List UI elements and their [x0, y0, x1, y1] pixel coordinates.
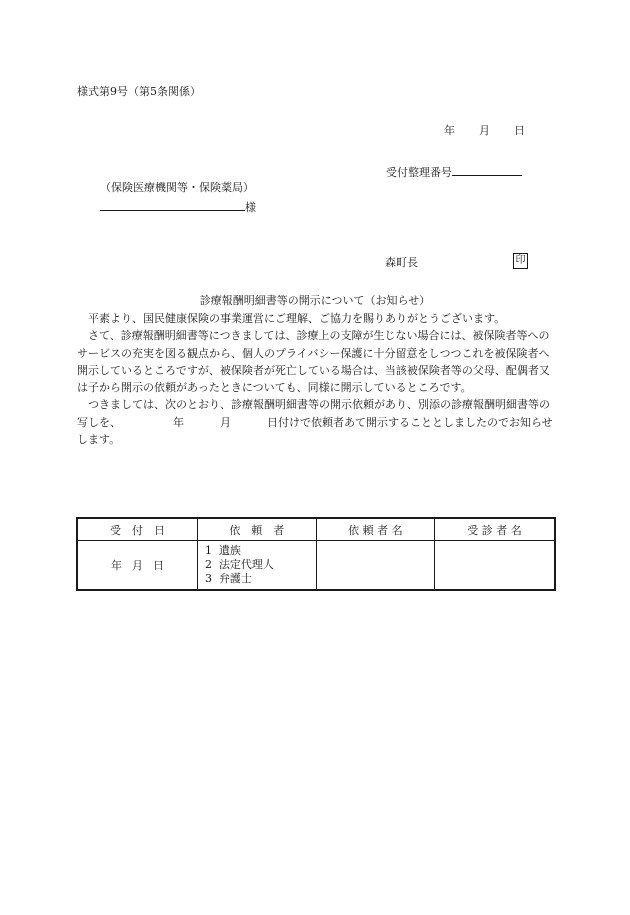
notice-body — [77, 310, 553, 448]
cell-month-label: 月 — [131, 559, 143, 572]
body-paragraph-2: さて、診療報酬明細書等につきましては、診療上の支障が生じない場合には、被保険者等へのサービスの充実を図る観点から、個人のプライバシー保護に十分留意をしつつこれを被保険者へ開示しているところですが、被保険者が死亡している場合は、当該被保険者等の父母、配偶者又は子から開示の依頼があったときについても、同様に開示しているところです。 — [77, 329, 550, 395]
date-day-label: 日 — [514, 124, 525, 137]
institution-label: （保険医療機関等・保険薬局） — [100, 181, 254, 194]
addressee — [100, 199, 256, 215]
body-paragraph-1: 平素より、国民健康保険の事業運営にご理解、ご協力を賜りありがとうございます。 — [88, 312, 506, 325]
addressee-name-field[interactable] — [100, 199, 245, 211]
seal-mark: 印 — [513, 253, 528, 269]
table-header-row — [77, 518, 555, 541]
header-reception-date: 受 付 日 — [77, 518, 197, 541]
header-patient-name: 受 診 者 名 — [435, 518, 555, 541]
body-paragraph-3-end: 日付けで依頼者あて開示することとしましたのでお知らせします。 — [77, 415, 553, 447]
table-row — [77, 541, 555, 591]
reception-date-cell[interactable] — [77, 541, 197, 591]
document-date — [444, 124, 525, 138]
patient-name-cell[interactable] — [435, 541, 555, 591]
reception-number-field[interactable] — [452, 164, 522, 176]
requester-type-cell[interactable] — [197, 541, 316, 591]
date-year-label: 年 — [444, 124, 455, 137]
requester-option-2[interactable]: 2 法定代理人 — [204, 558, 274, 571]
request-table — [76, 517, 556, 591]
reception-number — [386, 164, 522, 180]
cell-year-label: 年 — [110, 559, 122, 572]
form-number: 様式第9号（第5条関係） — [77, 85, 201, 98]
date-month-label: 月 — [479, 124, 490, 137]
header-requester: 依 頼 者 — [197, 518, 316, 541]
requester-option-3[interactable]: 3 弁護士 — [204, 572, 252, 585]
issuer-name: 森町長 — [385, 256, 418, 269]
requester-option-1[interactable]: 1 遺族 — [204, 544, 241, 557]
addressee-suffix: 様 — [245, 201, 256, 214]
body-paragraph-3 — [77, 396, 553, 448]
body-paragraph-3-start: つきましては、次のとおり、診療報酬明細書等の開示依頼があり、別添の診療報酬明細書等の写しを、 — [77, 398, 550, 429]
disclosure-year-label: 年 — [173, 415, 184, 429]
cell-day-label: 日 — [152, 559, 164, 572]
reception-number-label: 受付整理番号 — [386, 166, 452, 179]
requester-name-cell[interactable] — [316, 541, 434, 591]
header-requester-name: 依 頼 者 名 — [316, 518, 434, 541]
notice-title: 診療報酬明細書等の開示について（お知らせ） — [199, 294, 431, 307]
disclosure-month-label: 月 — [220, 415, 231, 429]
